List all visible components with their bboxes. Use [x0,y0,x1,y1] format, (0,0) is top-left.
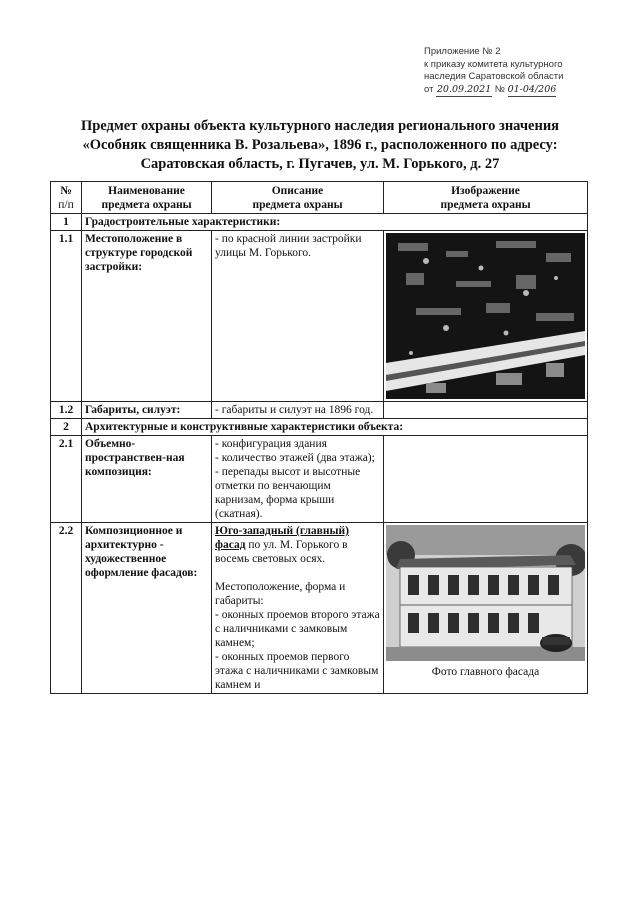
title-line: Предмет охраны объекта культурного наследия регионального значения [80,118,560,134]
section-number: 1 [51,214,82,231]
photo-caption: Фото главного фасада [431,666,540,678]
facade-heading: Юго-западный (главный) фасад [215,525,349,551]
table-header-row [51,182,588,214]
protection-subject-table [50,181,588,694]
row-name: Композиционное и архитектурно - художественное оформление фасадов: [82,523,212,694]
table-row [51,231,588,402]
header-name: Наименование предмета охраны [82,182,212,214]
row-number: 1.1 [51,231,82,402]
facade-photo-cell [384,523,588,694]
order-number: 01-04/206 [508,84,557,98]
row-description: - габариты и силуэт на 1896 год. [212,402,384,419]
from-label: от [424,83,434,95]
appendix-line: Приложение № 2 [424,46,501,57]
row-name: Габариты, силуэт: [82,402,212,419]
header-description: Описание предмета охраны [212,182,384,214]
facade-photo [386,525,585,661]
section-title: Градостроительные характеристики: [82,214,588,231]
table-row [51,523,588,694]
aerial-map-image [386,233,585,399]
empty-image-cell [384,402,588,419]
aerial-photo [384,231,588,402]
header-image: Изображение предмета охраны [384,182,588,214]
row-name: Местоположение в структуре городской застройки: [82,231,212,402]
order-date: 20.09.2021 [436,84,492,98]
row-number: 1.2 [51,402,82,419]
row-number: 2.2 [51,523,82,694]
title-line: «Особняк священника В. Розальева», 1896 г., расположенного по адресу: [82,137,558,153]
section-title: Архитектурные и конструктивные характеристики объекта: [82,419,588,436]
appendix-block [424,46,563,97]
appendix-line: наследия Саратовской области [424,71,564,82]
header-num: № п/п [51,182,82,214]
row-description: - конфигурация здания - количество этажей (два этажа); - перепады высот и высотные отметки по венчающим карнизам, форма крыши (скатная). [212,436,384,523]
row-number: 2.1 [51,436,82,523]
number-label: № [494,83,505,95]
appendix-date-row [424,84,563,98]
document-title [40,117,600,174]
appendix-line: к приказу комитета культурного [424,58,563,70]
empty-image-cell [384,436,588,523]
row-name: Объемно-пространствен-ная композиция: [82,436,212,523]
title-line: Саратовская область, г. Пугачев, ул. М. Горького, д. 27 [140,156,500,172]
row-description: - по красной линии застройки улицы М. Горького. [212,231,384,402]
table-row [51,402,588,419]
section-number: 2 [51,419,82,436]
section-row [51,214,588,231]
table-row [51,436,588,523]
row-description: Юго-западный (главный) фасад по ул. М. Горького в восемь световых осях. Местоположение, форма и габариты: - оконных проемов второго этажа с наличниками с замковым камнем; - оконных проемов первого этажа с наличниками с замковым камнем и [212,523,384,694]
section-row [51,419,588,436]
